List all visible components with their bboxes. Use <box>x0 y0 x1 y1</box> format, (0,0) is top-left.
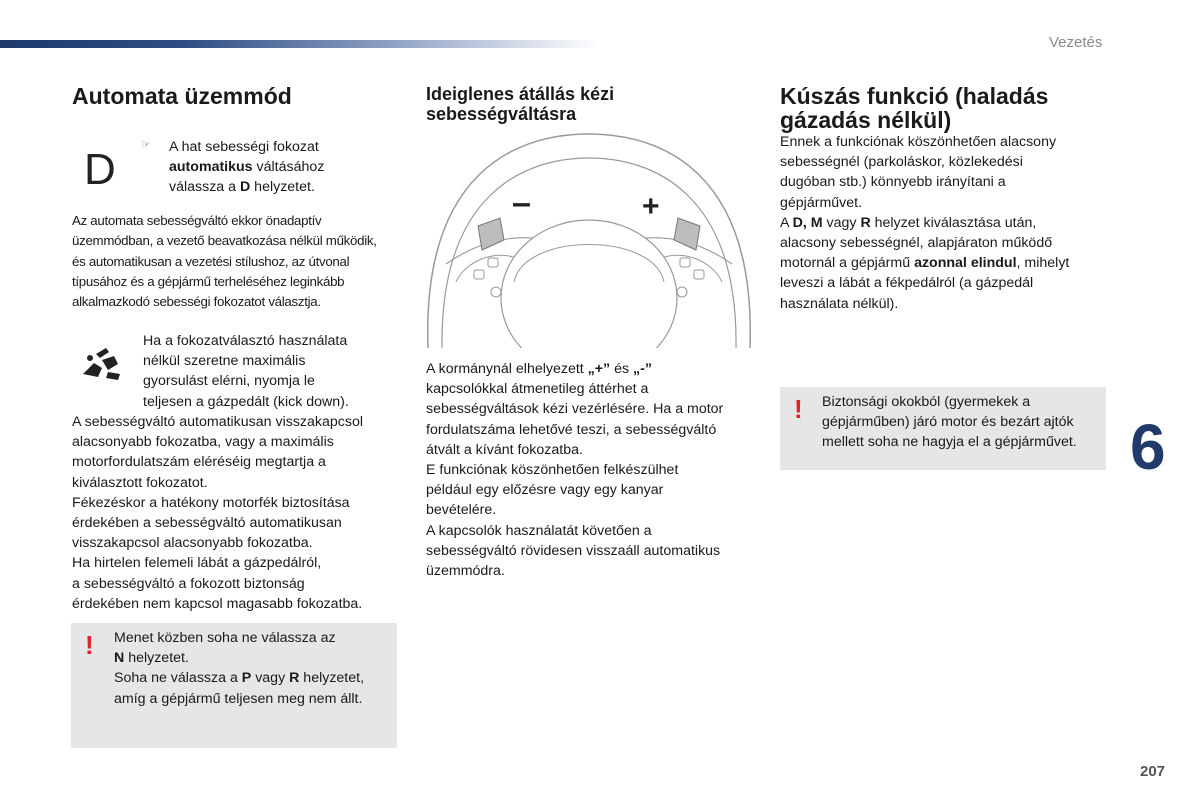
downshift-paragraph: A sebességváltó automatikusan visszakapcsol alacsonyabb fokozatba, vagy a maximális motorfordulatszám eléréséig megtartja a kiválasztott fokozatot. Fékezéskor a hatékony motorfék biztosítása érdekében a sebességváltó automatikusan visszakapcsol alacsonyabb fokozatba. Ha hirtelen felemeli lábát a gázpedálról, a sebességváltó a fokozott biztonság érdekében nem kapcsol magasabb fokozatba. <box>72 414 364 612</box>
exclamation-icon: ! <box>794 394 803 424</box>
chapter-number: 6 <box>1130 411 1166 483</box>
kickdown-text: Ha a fokozatválasztó használata nélkül szeretne maximális gyorsulást elérni, nyomja le teljesen a gázpedált (kick down). <box>143 333 349 410</box>
safety-warning-text: Biztonsági okokból (gyermekek a gépjárműben) járó motor és bezárt ajtók mellett soha ne hagyja el a gépjárművet. <box>822 394 1077 451</box>
gear-d-letter: D <box>84 145 116 194</box>
foot-pedal-icon <box>78 344 124 384</box>
creep-function-title: Kúszás funkció (haladás gázadás nélkül) <box>780 83 1049 133</box>
automatic-mode-column <box>72 84 402 108</box>
creep-function-column <box>780 84 1110 132</box>
warning-neutral-text: Menet közben soha ne válassza az N helyzetet. Soha ne válassza a P vagy R helyzetet, amíg a gépjármű teljesen meg nem állt. <box>114 630 365 707</box>
manual-mode-column <box>426 84 751 124</box>
intro-text: A hat sebességi fokozat automatikus váltásához válassza a D helyzetet. <box>169 139 325 196</box>
section-label: Vezetés <box>1049 34 1103 51</box>
pointing-hand-icon: ☞ <box>141 139 151 151</box>
exclamation-icon: ! <box>85 630 94 660</box>
page-number: 207 <box>1140 763 1166 780</box>
manual-mode-title: Ideiglenes átállás kézi sebességváltásra <box>426 84 615 124</box>
manual-mode-text: A kormánynál elhelyezett „+” és „-” kapcsolókkal átmenetileg áttérhet a sebességváltások kézi vezérlésére. Ha a motor fordulatszáma lehetővé teszi, a sebességváltó átvált a kívánt fokozatba. E funkciónak köszönhetően felkészülhet például egy előzésre vagy egy kanyar bevételére. A kapcsolók használatát követően a sebességváltó rövidesen visszaáll automatikus üzemmódra. <box>426 361 724 580</box>
creep-paragraph-1: Ennek a funkciónak köszönhetően alacsony sebességnél (parkoláskor, közlekedési dugóban stb.) könnyebb irányítani a gépjárművet. A D, M vagy R helyzet kiválasztása után, alacsony sebességnél, alapjáraton működő motornál a gépjármű azonnal elindul, mihelyt leveszi a lábát a fékpedálról (a gázpedál használata nélkül). <box>780 134 1070 312</box>
steering-wheel-illustration <box>426 132 752 348</box>
minus-paddle-label: – <box>512 184 531 222</box>
adaptive-paragraph: Az automata sebességváltó ekkor önadaptív üzemmódban, a vezető beavatkozása nélkül működik, és automatikusan a vezetési stílushoz, az útvonal típusához és a gépjármű terheléséhez leginkább alkalmazkodó sebességi fokozatot választja. <box>72 213 377 310</box>
header-bar <box>0 40 600 48</box>
plus-paddle-label: + <box>642 190 660 223</box>
automatic-mode-title: Automata üzemmód <box>72 83 292 109</box>
